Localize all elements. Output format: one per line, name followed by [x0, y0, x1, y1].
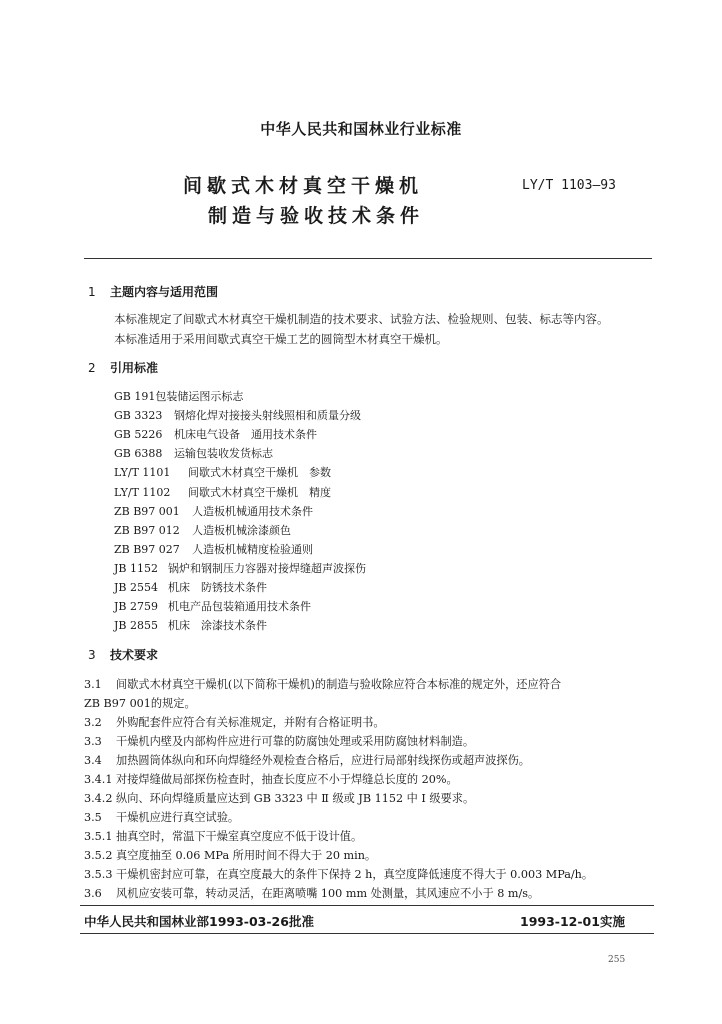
- reference-item: [114, 388, 243, 404]
- reference-code: JB 2855: [114, 619, 158, 632]
- clause-number: 3.4.1: [84, 773, 113, 786]
- issuing-organization: 中华人民共和国林业行业标准: [260, 120, 462, 138]
- page-number: 255: [608, 955, 626, 965]
- clause-number: 3.4: [84, 754, 102, 767]
- section-1-heading: [88, 283, 218, 300]
- reference-code: GB 6388: [114, 447, 163, 460]
- section-title: 主题内容与适用范围: [110, 285, 219, 299]
- reference-name: 钢熔化焊对接接头射线照相和质量分级: [174, 409, 361, 422]
- clause: [84, 771, 458, 787]
- reference-item: [114, 445, 273, 461]
- section-title: 技术要求: [110, 648, 159, 662]
- reference-code: LY/T 1101: [114, 466, 171, 479]
- standard-code: LY/T 1103—93: [522, 178, 616, 193]
- footer-divider: [80, 905, 654, 906]
- clause-text: 风机应安装可靠，转动灵活，在距离喷嘴 100 mm 处测量，其风速应不小于 8 m/s。: [116, 887, 540, 900]
- clause-text: 加热圆筒体纵向和环向焊缝经外观检查合格后，应进行局部射线探伤或超声波探伤。: [116, 754, 530, 767]
- reference-item: [114, 579, 267, 595]
- clause-text: 干燥机密封应可靠，在真空度最大的条件下保持 2 h，真空度降低速度不得大于 0.003 MPa/h。: [116, 868, 594, 881]
- reference-name: 人造板机械精度检验通则: [192, 543, 313, 556]
- reference-name: 包装储运图示标志: [155, 390, 244, 403]
- clause-text: 干燥机应进行真空试验。: [116, 811, 240, 824]
- clause-number: 3.2: [84, 716, 102, 729]
- clause: [84, 790, 474, 806]
- document-title-line1: 间歇式木材真空干燥机: [183, 175, 424, 197]
- implementation-date: 1993-12-01实施: [520, 914, 625, 929]
- reference-code: ZB B97 027: [114, 543, 180, 556]
- reference-item: [114, 484, 331, 500]
- reference-item: [114, 598, 311, 614]
- approval-statement: 中华人民共和国林业部1993-03-26批准: [84, 914, 314, 929]
- document-title-line2: 制造与验收技术条件: [208, 205, 425, 227]
- reference-item: [114, 464, 331, 480]
- clause-text: 抽真空时，常温下干燥室真空度应不低于设计值。: [116, 830, 363, 843]
- clause: [84, 809, 239, 825]
- reference-name: 机床 防锈技术条件: [168, 581, 267, 594]
- clause: [84, 866, 593, 882]
- reference-name: 锅炉和钢制压力容器对接焊缝超声波探伤: [168, 562, 366, 575]
- reference-name: 机床 涂漆技术条件: [168, 619, 267, 632]
- section-3-heading: [88, 646, 158, 663]
- reference-code: GB 3323: [114, 409, 163, 422]
- clause-number: 3.3: [84, 735, 102, 748]
- reference-name: 机电产品包装箱通用技术条件: [168, 600, 311, 613]
- section-number: 3: [88, 648, 96, 662]
- clause: [84, 714, 385, 730]
- reference-name: 间歇式木材真空干燥机 参数: [188, 466, 331, 479]
- reference-item: [114, 503, 313, 519]
- section-number: 1: [88, 285, 96, 299]
- reference-code: GB 191: [114, 390, 156, 403]
- clause: [84, 752, 530, 768]
- clause-number: 3.5.3: [84, 868, 113, 881]
- clause: [84, 847, 376, 863]
- clause-number: 3.5: [84, 811, 102, 824]
- reference-code: JB 1152: [114, 562, 158, 575]
- clause: [84, 676, 561, 692]
- section-title: 引用标准: [110, 361, 159, 375]
- section-2-heading: [88, 359, 158, 376]
- reference-item: [114, 426, 317, 442]
- reference-name: 间歇式木材真空干燥机 精度: [188, 486, 331, 499]
- clause-number: 3.1: [84, 678, 102, 691]
- reference-name: 人造板机械涂漆颜色: [192, 524, 291, 537]
- reference-item: [114, 560, 366, 576]
- reference-code: ZB B97 001: [114, 505, 180, 518]
- header-divider: [84, 258, 652, 259]
- clause-number: 3.5.2: [84, 849, 113, 862]
- reference-code: GB 5226: [114, 428, 163, 441]
- clause: [84, 885, 539, 901]
- reference-item: [114, 541, 313, 557]
- section-number: 2: [88, 361, 96, 375]
- clause-text: 干燥机内壁及内部构件应进行可靠的防腐蚀处理或采用防腐蚀材料制造。: [116, 735, 475, 748]
- clause-text: 对接焊缝做局部探伤检查时，抽查长度应不小于焊缝总长度的 20%。: [116, 773, 458, 786]
- reference-item: [114, 617, 267, 633]
- reference-name: 运输包装收发货标志: [174, 447, 273, 460]
- clause-text: 外购配套件应符合有关标准规定，并附有合格证明书。: [116, 716, 385, 729]
- clause: [84, 695, 196, 711]
- reference-code: JB 2759: [114, 600, 158, 613]
- clause: [84, 828, 362, 844]
- clause: [84, 733, 474, 749]
- clause-number: 3.4.2: [84, 792, 113, 805]
- reference-name: 人造板机械通用技术条件: [192, 505, 313, 518]
- reference-item: [114, 407, 361, 423]
- reference-item: [114, 522, 291, 538]
- clause-text: 真空度抽至 0.06 MPa 所用时间不得大于 20 min。: [116, 849, 377, 862]
- paragraph: 本标准适用于采用间歇式真空干燥工艺的圆筒型木材真空干燥机。: [114, 332, 448, 346]
- clause-text: ZB B97 001的规定。: [84, 697, 196, 710]
- clause-text: 间歇式木材真空干燥机(以下简称干燥机)的制造与验收除应符合本标准的规定外，还应符合: [116, 678, 562, 691]
- footer-bottom-divider: [80, 933, 654, 934]
- paragraph: 本标准规定了间歇式木材真空干燥机制造的技术要求、试验方法、检验规则、包装、标志等内容。: [114, 312, 609, 326]
- reference-code: ZB B97 012: [114, 524, 180, 537]
- clause-number: 3.6: [84, 887, 102, 900]
- reference-code: JB 2554: [114, 581, 158, 594]
- clause-number: 3.5.1: [84, 830, 113, 843]
- reference-name: 机床电气设备 通用技术条件: [174, 428, 317, 441]
- clause-text: 纵向、环向焊缝质量应达到 GB 3323 中 Ⅱ 级或 JB 1152 中 Ⅰ 级要求。: [116, 792, 475, 805]
- reference-code: LY/T 1102: [114, 486, 171, 499]
